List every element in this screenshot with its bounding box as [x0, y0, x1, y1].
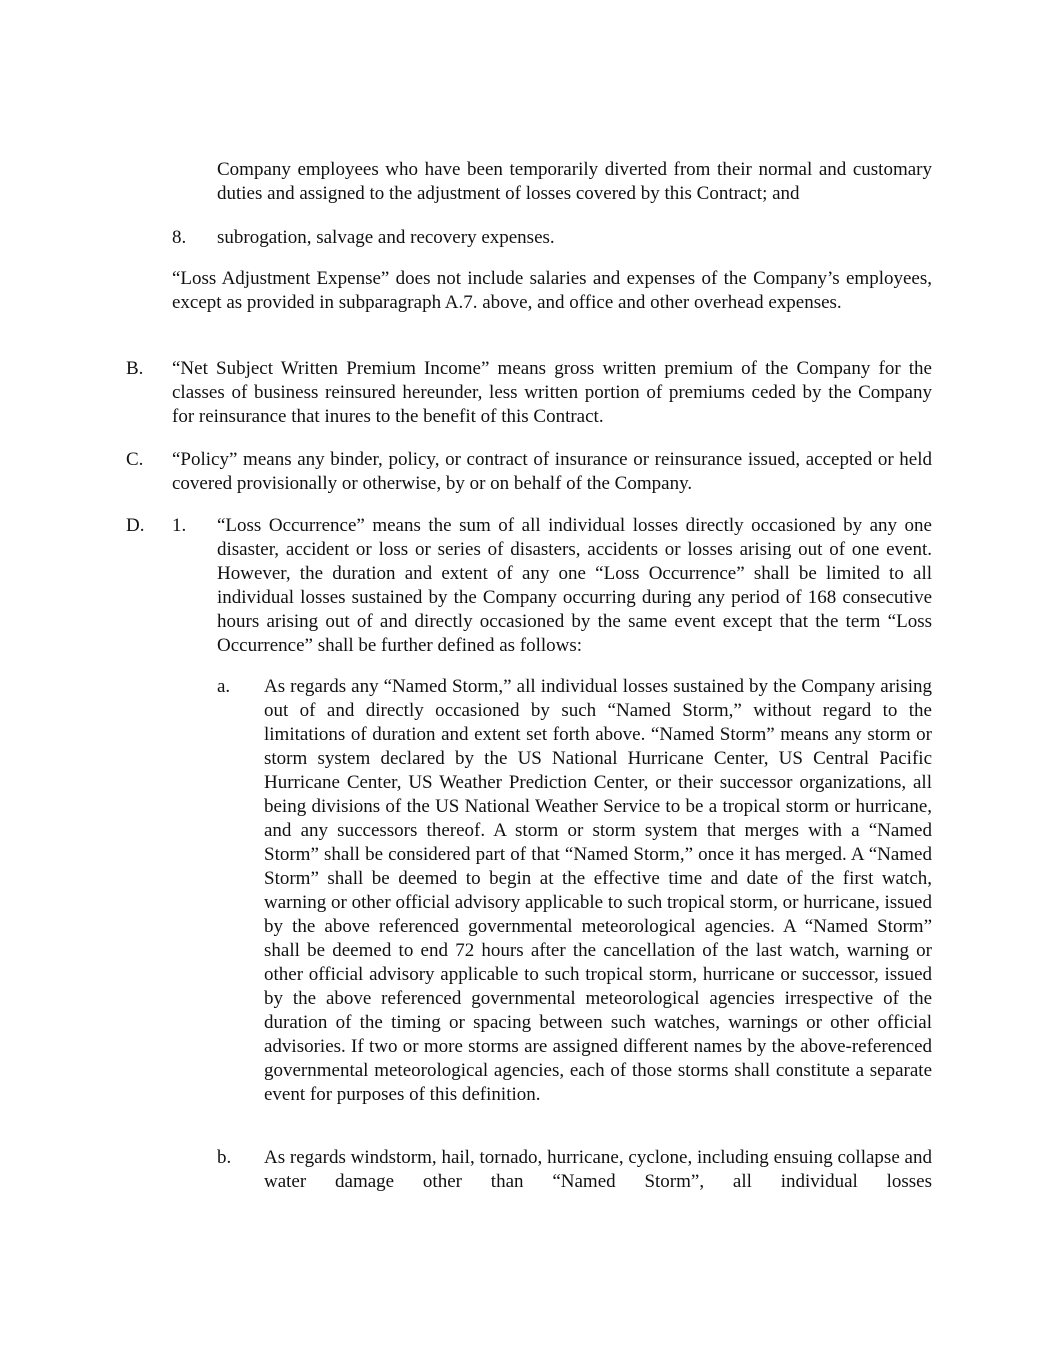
subsection-a-label: a.	[217, 676, 231, 697]
item-8-label: 8.	[172, 227, 187, 248]
item-8-text: subrogation, salvage and recovery expenses.	[217, 227, 555, 248]
section-d1-label: 1.	[172, 515, 187, 536]
subsection-b-label: b.	[217, 1147, 232, 1168]
section-d1-text: “Loss Occurrence” means the sum of all individual losses directly occasioned by any one disaster, accident or loss or series of disasters, accidents or losses arising out of one event. However, the duration and extent of any one “Loss Occurrence” shall be limited to all individual losses sustained by the Company occurring during any period of 168 consecutive hours arising out of and directly occasioned by the same event except that the term “Loss Occurrence” shall be further defined as follows:	[217, 515, 932, 656]
section-b-text: “Net Subject Written Premium Income” means gross written premium of the Company for the classes of business reinsured hereunder, less written portion of premiums ceded by the Company for reinsurance that inures to the benefit of this Contract.	[172, 358, 932, 427]
section-d-label: D.	[126, 515, 145, 536]
section-c-text: “Policy” means any binder, policy, or contract of insurance or reinsurance issued, accepted or held covered provisionally or otherwise, by or on behalf of the Company.	[172, 449, 932, 494]
paragraph-a7-continuation: Company employees who have been temporarily diverted from their normal and customary duties and assigned to the adjustment of losses covered by this Contract; and	[217, 159, 932, 204]
subsection-a-text: As regards any “Named Storm,” all individual losses sustained by the Company arising out of and directly occasioned by such “Named Storm,” without regard to the limitations of duration and extent set forth above. “Named Storm” means any storm or storm system declared by the US National Hurricane Center, US Central Pacific Hurricane Center, US Weather Prediction Center, or their successor organizations, all being divisions of the US National Weather Service to be a tropical storm or hurricane, and any successors thereof. A storm or storm system that merges with a “Named Storm” shall be considered part of that “Named Storm,” once it has merged. A “Named Storm” shall be deemed to begin at the effective time and date of the first watch, warning or other official advisory applicable to such tropical storm, or hurricane, issued by the above referenced governmental meteorological agencies. A “Named Storm” shall be deemed to end 72 hours after the cancellation of the last watch, warning or other official advisory applicable to such tropical storm, hurricane or successor, issued by the above referenced governmental meteorological agencies irrespective of the duration of the timing or spacing between such watches, warnings or other official advisories. If two or more storms are assigned different names by the above-referenced governmental meteorological agencies, each of those storms shall constitute a separate event for purposes of this definition.	[264, 676, 932, 1105]
section-c-label: C.	[126, 449, 144, 470]
subsection-b-text: As regards windstorm, hail, tornado, hurricane, cyclone, including ensuing collapse and water damage other than “Named Storm”, all individual losses	[264, 1147, 932, 1192]
section-b-label: B.	[126, 358, 144, 379]
paragraph-loss-adjustment-expense: “Loss Adjustment Expense” does not include salaries and expenses of the Company’s employees, except as provided in subparagraph A.7. above, and office and other overhead expenses.	[172, 268, 932, 313]
